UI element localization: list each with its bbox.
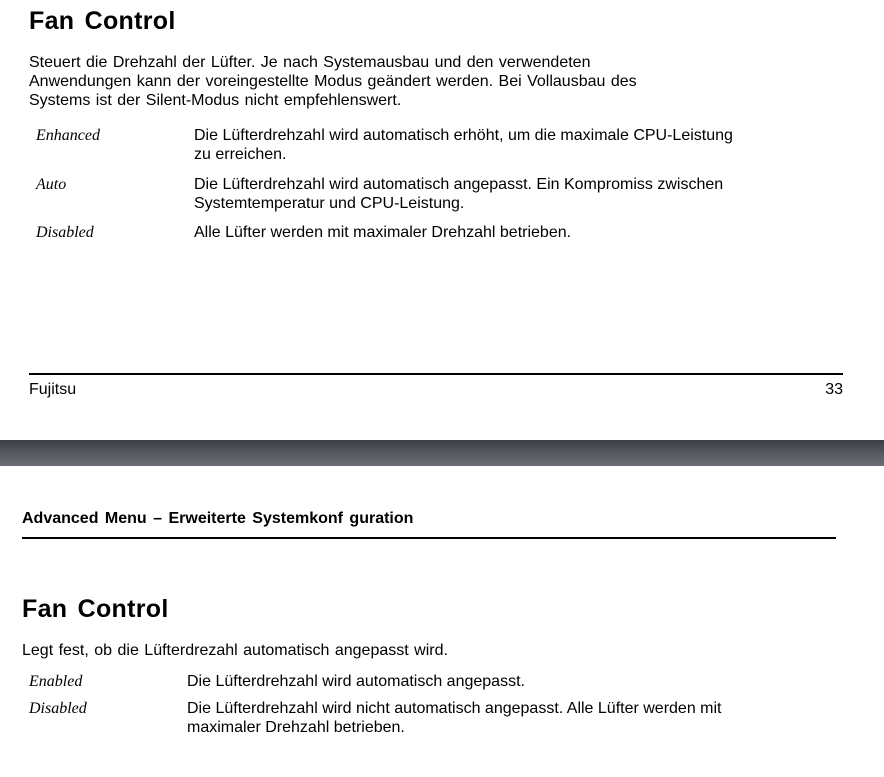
header-rule — [22, 537, 836, 539]
option-term: Disabled — [29, 700, 87, 717]
option-term: Auto — [36, 176, 67, 193]
footer-rule — [29, 373, 843, 375]
option-term: Enhanced — [36, 127, 100, 144]
description-line: Die Lüfterdrehzahl wird nicht automatisch angepasst. Alle Lüfter werden mit — [187, 700, 722, 717]
footer-brand: Fujitsu — [29, 381, 77, 398]
option-description — [194, 223, 571, 242]
paragraph-line: Anwendungen kann der voreingestellte Modus geändert werden. Bei Vollausbau des — [29, 73, 637, 90]
option-term: Disabled — [36, 224, 94, 241]
page-separator — [0, 440, 884, 466]
section-paragraph — [29, 53, 859, 110]
option-term: Enabled — [29, 673, 83, 690]
paragraph-line: Steuert die Drehzahl der Lüfter. Je nach Systemausbau und den verwendeten — [29, 54, 591, 71]
section-heading: Fan Control — [29, 7, 176, 35]
option-description — [194, 175, 723, 213]
page-lower — [0, 466, 884, 777]
description-line: maximaler Drehzahl betrieben. — [187, 719, 405, 736]
description-line: Die Lüfterdrehzahl wird automatisch angepasst. Ein Kompromiss zwischen — [194, 176, 724, 193]
option-description — [187, 672, 525, 691]
option-description — [187, 699, 722, 737]
paragraph-line: Systems ist der Silent-Modus nicht empfehlenswert. — [29, 92, 402, 109]
description-line: zu erreichen. — [194, 146, 287, 163]
paragraph-line: Legt fest, ob die Lüfterdrezahl automatisch angepasst wird. — [22, 642, 448, 659]
description-line: Die Lüfterdrehzahl wird automatisch erhöht, um die maximale CPU-Leistung — [194, 127, 733, 144]
section-paragraph — [22, 641, 852, 660]
option-description — [194, 126, 733, 164]
description-line: Systemtemperatur und CPU-Leistung. — [194, 195, 465, 212]
description-line: Die Lüfterdrehzahl wird automatisch angepasst. — [187, 673, 525, 690]
description-line: Alle Lüfter werden mit maximaler Drehzahl betrieben. — [194, 224, 572, 241]
page-number: 33 — [825, 381, 843, 398]
section-heading: Fan Control — [22, 595, 169, 623]
running-header: Advanced Menu – Erweiterte Systemkonf guration — [22, 510, 414, 527]
